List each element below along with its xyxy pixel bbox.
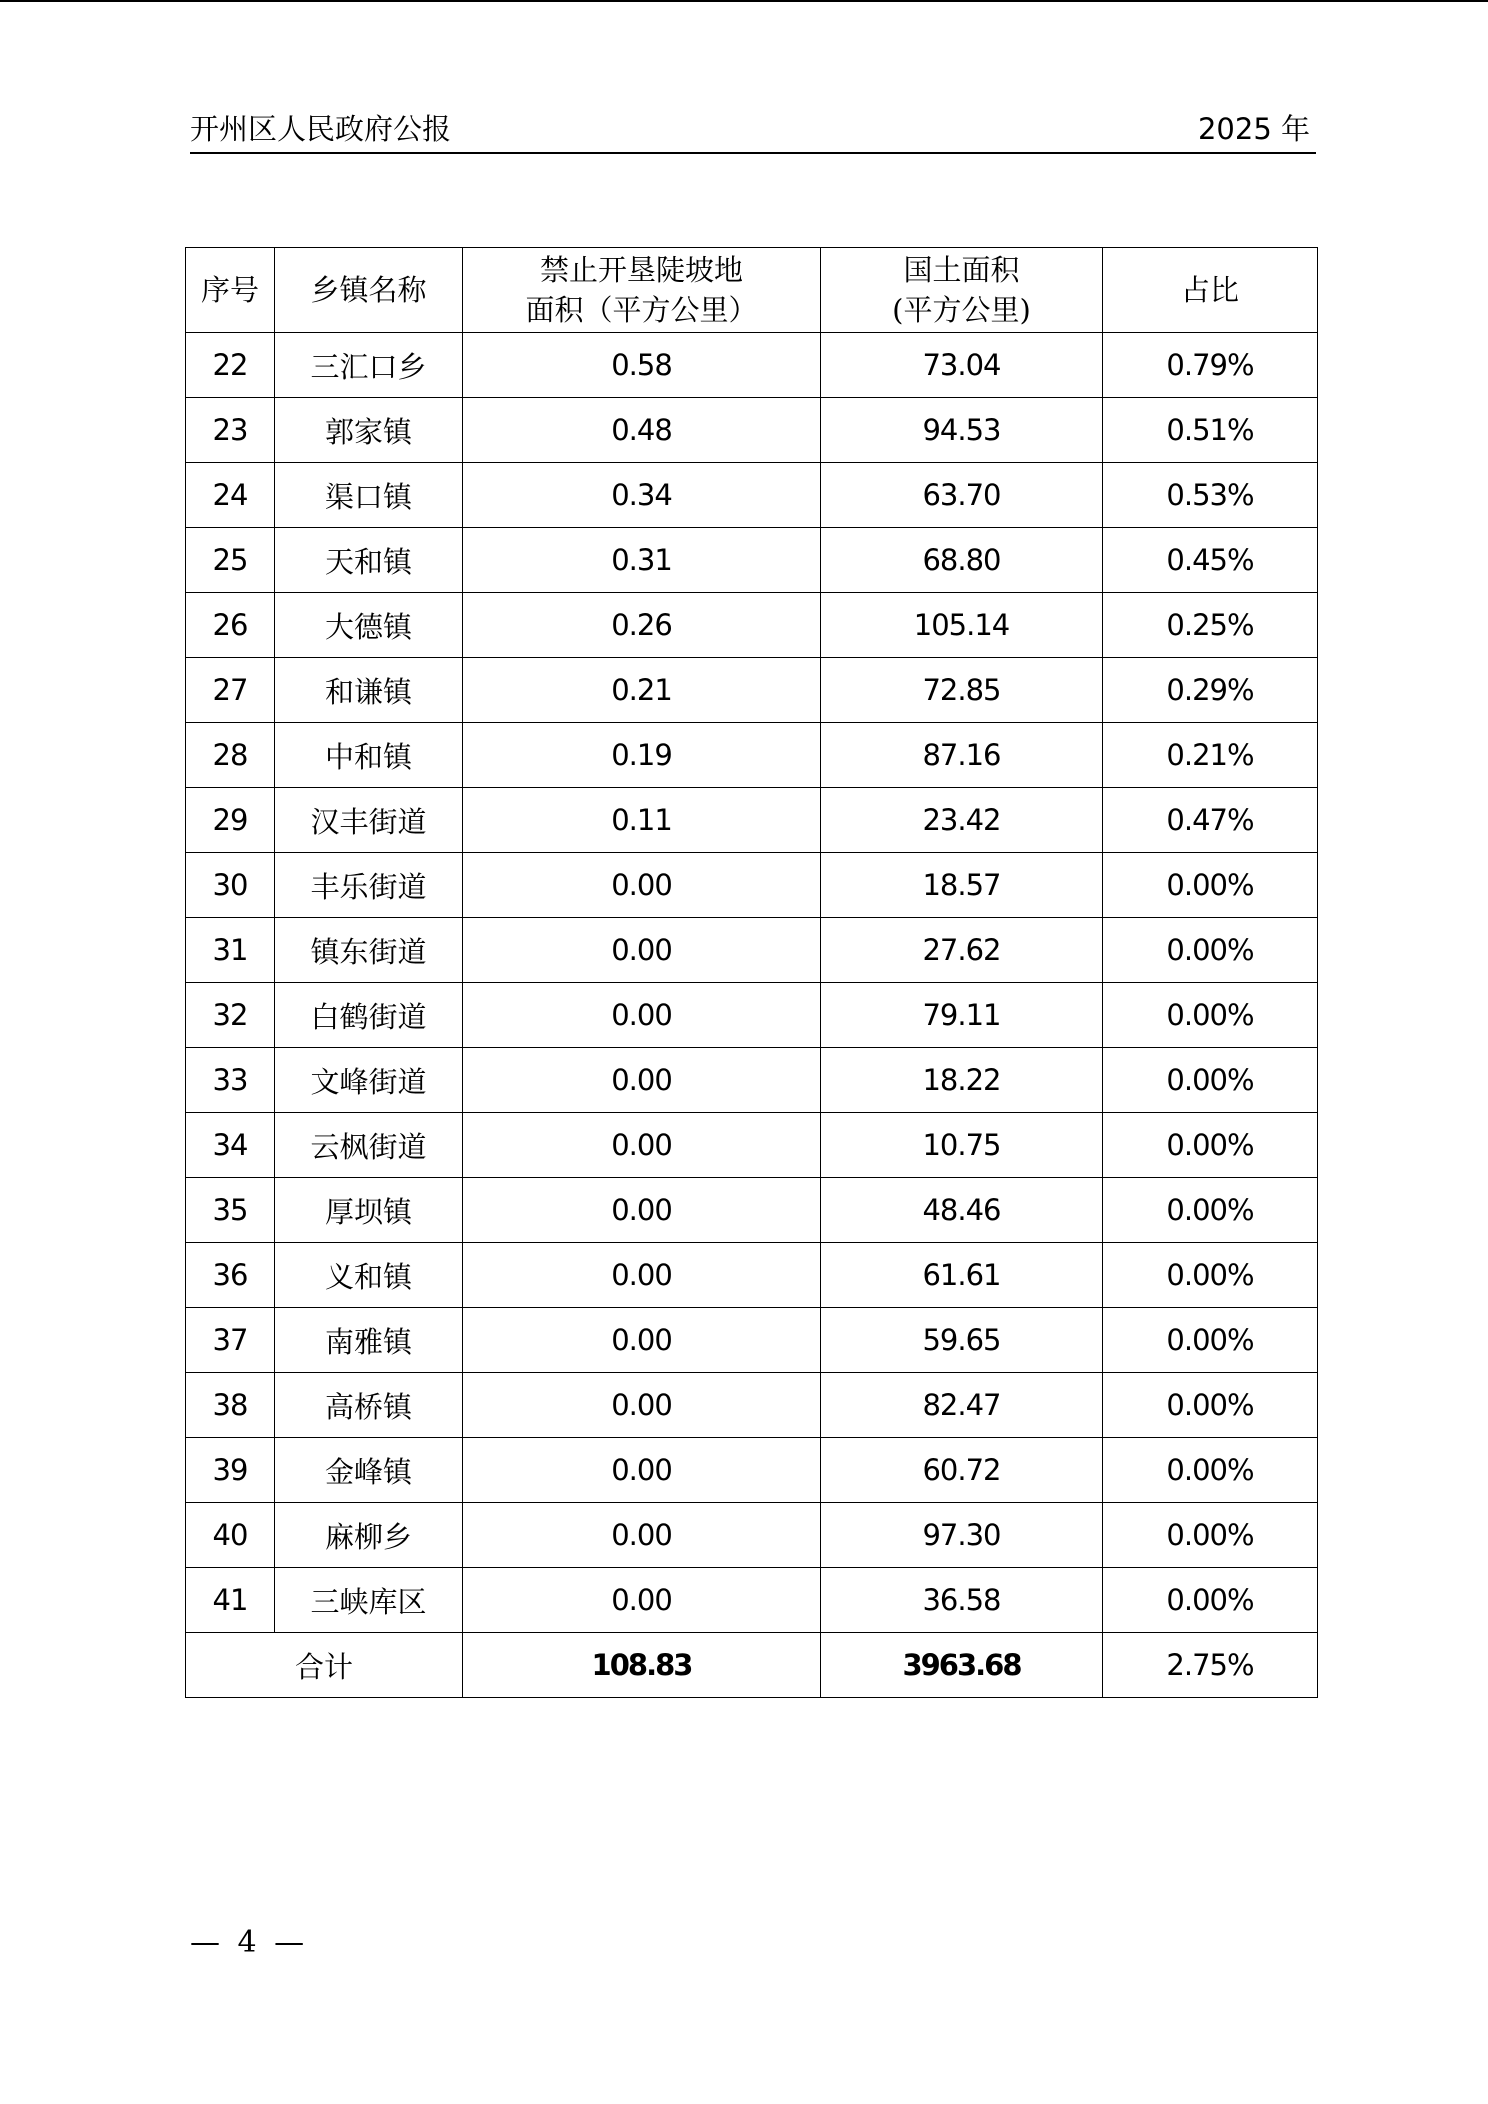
table-row — [186, 853, 1318, 918]
cell-ratio: 0.00% — [1103, 1503, 1318, 1568]
table-row — [186, 528, 1318, 593]
cell-ratio: 0.00% — [1103, 1373, 1318, 1438]
cell-land: 68.80 — [821, 528, 1103, 593]
cell-ratio: 0.00% — [1103, 1048, 1318, 1113]
cell-land: 60.72 — [821, 1438, 1103, 1503]
cell-ratio: 0.79% — [1103, 333, 1318, 398]
cell-area: 0.21 — [463, 658, 821, 723]
cell-no: 36 — [186, 1243, 275, 1308]
cell-area: 0.31 — [463, 528, 821, 593]
table-header-row — [186, 248, 1318, 333]
cell-land: 97.30 — [821, 1503, 1103, 1568]
cell-name: 文峰街道 — [275, 1048, 463, 1113]
publication-year: 2025 年 — [1197, 112, 1310, 146]
cell-land: 10.75 — [821, 1113, 1103, 1178]
table-row — [186, 1308, 1318, 1373]
cell-no: 29 — [186, 788, 275, 853]
cell-name: 郭家镇 — [275, 398, 463, 463]
cell-no: 25 — [186, 528, 275, 593]
cell-area: 0.00 — [463, 1373, 821, 1438]
page-number: — 4 — — [190, 1925, 309, 1960]
cell-no: 37 — [186, 1308, 275, 1373]
cell-no: 33 — [186, 1048, 275, 1113]
cell-ratio: 0.45% — [1103, 528, 1318, 593]
table-row — [186, 658, 1318, 723]
table-row — [186, 1113, 1318, 1178]
column-header-area: 禁止开垦陡坡地 面积（平方公里） — [463, 248, 821, 333]
cell-area: 0.00 — [463, 1113, 821, 1178]
cell-name: 白鹤街道 — [275, 983, 463, 1048]
cell-no: 30 — [186, 853, 275, 918]
cell-no: 31 — [186, 918, 275, 983]
cell-land: 105.14 — [821, 593, 1103, 658]
cell-name: 南雅镇 — [275, 1308, 463, 1373]
cell-area: 0.00 — [463, 1178, 821, 1243]
total-area: 108.83 — [463, 1633, 821, 1698]
publication-title: 开州区人民政府公报 — [190, 112, 452, 146]
table-row — [186, 788, 1318, 853]
cell-area: 0.00 — [463, 1568, 821, 1633]
cell-name: 高桥镇 — [275, 1373, 463, 1438]
cell-name: 三汇口乡 — [275, 333, 463, 398]
cell-name: 渠口镇 — [275, 463, 463, 528]
cell-area: 0.00 — [463, 1308, 821, 1373]
table-row — [186, 1178, 1318, 1243]
cell-ratio: 0.21% — [1103, 723, 1318, 788]
cell-name: 中和镇 — [275, 723, 463, 788]
page-top-border — [0, 0, 1488, 2]
cell-no: 28 — [186, 723, 275, 788]
cell-ratio: 0.53% — [1103, 463, 1318, 528]
cell-ratio: 0.00% — [1103, 918, 1318, 983]
cell-area: 0.00 — [463, 853, 821, 918]
cell-ratio: 0.00% — [1103, 853, 1318, 918]
cell-name: 大德镇 — [275, 593, 463, 658]
table-row — [186, 1243, 1318, 1308]
table-row — [186, 463, 1318, 528]
cell-area: 0.00 — [463, 1438, 821, 1503]
table-row — [186, 333, 1318, 398]
cell-land: 23.42 — [821, 788, 1103, 853]
cell-no: 39 — [186, 1438, 275, 1503]
table-row — [186, 983, 1318, 1048]
cell-area: 0.26 — [463, 593, 821, 658]
cell-land: 94.53 — [821, 398, 1103, 463]
cell-land: 63.70 — [821, 463, 1103, 528]
cell-name: 镇东街道 — [275, 918, 463, 983]
running-header — [190, 108, 1316, 154]
table-row — [186, 723, 1318, 788]
cell-name: 义和镇 — [275, 1243, 463, 1308]
cell-land: 36.58 — [821, 1568, 1103, 1633]
table-row — [186, 1503, 1318, 1568]
cell-no: 38 — [186, 1373, 275, 1438]
total-label: 合计 — [186, 1633, 463, 1698]
cell-land: 87.16 — [821, 723, 1103, 788]
slope-land-table — [185, 247, 1318, 1698]
cell-ratio: 0.00% — [1103, 1438, 1318, 1503]
cell-land: 18.22 — [821, 1048, 1103, 1113]
cell-ratio: 0.00% — [1103, 983, 1318, 1048]
table-row — [186, 398, 1318, 463]
cell-name: 麻柳乡 — [275, 1503, 463, 1568]
cell-area: 0.00 — [463, 918, 821, 983]
cell-land: 79.11 — [821, 983, 1103, 1048]
cell-area: 0.11 — [463, 788, 821, 853]
cell-no: 26 — [186, 593, 275, 658]
cell-land: 18.57 — [821, 853, 1103, 918]
cell-no: 27 — [186, 658, 275, 723]
table-body — [186, 333, 1318, 1698]
cell-area: 0.00 — [463, 1503, 821, 1568]
column-header-land: 国土面积 (平方公里) — [821, 248, 1103, 333]
cell-land: 72.85 — [821, 658, 1103, 723]
cell-no: 41 — [186, 1568, 275, 1633]
cell-name: 和谦镇 — [275, 658, 463, 723]
cell-no: 32 — [186, 983, 275, 1048]
cell-ratio: 0.00% — [1103, 1308, 1318, 1373]
cell-ratio: 0.00% — [1103, 1568, 1318, 1633]
cell-area: 0.00 — [463, 1048, 821, 1113]
cell-ratio: 0.51% — [1103, 398, 1318, 463]
cell-ratio: 0.00% — [1103, 1113, 1318, 1178]
cell-name: 三峡库区 — [275, 1568, 463, 1633]
cell-no: 34 — [186, 1113, 275, 1178]
cell-land: 73.04 — [821, 333, 1103, 398]
table-row — [186, 1438, 1318, 1503]
cell-land: 48.46 — [821, 1178, 1103, 1243]
table-row — [186, 1373, 1318, 1438]
total-ratio: 2.75% — [1103, 1633, 1318, 1698]
cell-no: 35 — [186, 1178, 275, 1243]
cell-name: 金峰镇 — [275, 1438, 463, 1503]
cell-land: 61.61 — [821, 1243, 1103, 1308]
cell-area: 0.58 — [463, 333, 821, 398]
cell-ratio: 0.25% — [1103, 593, 1318, 658]
cell-land: 27.62 — [821, 918, 1103, 983]
table-row — [186, 593, 1318, 658]
cell-land: 82.47 — [821, 1373, 1103, 1438]
cell-name: 汉丰街道 — [275, 788, 463, 853]
total-land: 3963.68 — [821, 1633, 1103, 1698]
cell-area: 0.48 — [463, 398, 821, 463]
cell-ratio: 0.00% — [1103, 1178, 1318, 1243]
cell-area: 0.19 — [463, 723, 821, 788]
cell-land: 59.65 — [821, 1308, 1103, 1373]
cell-no: 40 — [186, 1503, 275, 1568]
cell-ratio: 0.00% — [1103, 1243, 1318, 1308]
table-row — [186, 1048, 1318, 1113]
total-row — [186, 1633, 1318, 1698]
cell-no: 24 — [186, 463, 275, 528]
cell-area: 0.00 — [463, 983, 821, 1048]
table-row — [186, 918, 1318, 983]
column-header-no: 序号 — [186, 248, 275, 333]
column-header-ratio: 占比 — [1103, 248, 1318, 333]
column-header-name: 乡镇名称 — [275, 248, 463, 333]
cell-area: 0.00 — [463, 1243, 821, 1308]
cell-name: 厚坝镇 — [275, 1178, 463, 1243]
cell-area: 0.34 — [463, 463, 821, 528]
cell-no: 22 — [186, 333, 275, 398]
table-row — [186, 1568, 1318, 1633]
cell-ratio: 0.47% — [1103, 788, 1318, 853]
cell-name: 丰乐街道 — [275, 853, 463, 918]
cell-ratio: 0.29% — [1103, 658, 1318, 723]
cell-no: 23 — [186, 398, 275, 463]
cell-name: 云枫街道 — [275, 1113, 463, 1178]
cell-name: 天和镇 — [275, 528, 463, 593]
